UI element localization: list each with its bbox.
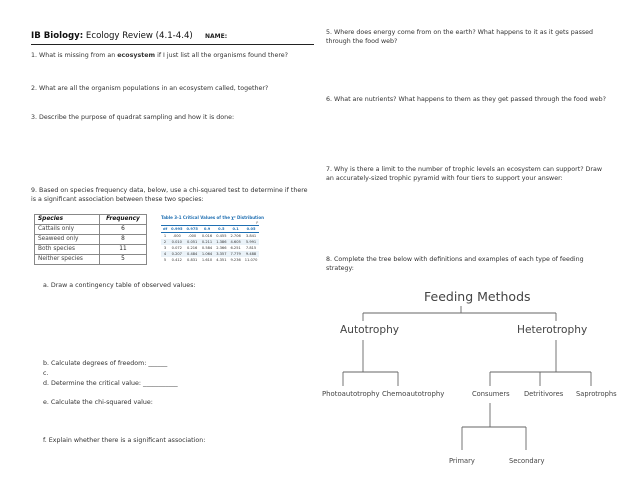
title-topic: Ecology Review (4.1-4.4) — [83, 31, 193, 41]
tree-node-photoautotrophy: Photoautotrophy — [322, 390, 380, 398]
subpart-b: b. Calculate degrees of freedom: ______ — [43, 360, 168, 367]
title-course: IB Biology: — [31, 31, 84, 41]
question-1: 1. What is missing from an ecosystem if I just list all the organisms found there? — [31, 52, 289, 59]
table-header-frequency: Frequency — [100, 215, 147, 225]
subpart-a: a. Draw a contingency table of observed values: — [43, 282, 196, 289]
chi-table-row: 3 0.072 0.216 0.584 2.366 6.251 7.815 — [163, 246, 257, 250]
tree-node-primary: Primary — [449, 457, 475, 465]
chi-table-header: df 0.995 0.975 0.9 0.5 0.1 0.05 — [161, 226, 259, 233]
tree-node-autotrophy: Autotrophy — [340, 324, 400, 336]
subpart-d: d. Determine the critical value: ___________ — [43, 380, 178, 387]
chi-table-p-label: P — [256, 221, 259, 225]
table-header-species: Species — [35, 215, 100, 225]
table-row: Seaweed only 8 — [35, 235, 147, 245]
question-6: 6. What are nutrients? What happens to them as they get passed through the food web? — [326, 96, 607, 103]
tree-node-detritivores: Detritivores — [524, 390, 564, 398]
chi-table-row: 4 0.207 0.484 1.064 3.357 7.779 9.488 — [161, 251, 259, 257]
chi-table-caption: Table 3-1 Critical Values of the χ² Distribution — [161, 215, 264, 220]
chi-table-row: 1 .000 .000 0.016 0.455 2.706 3.841 — [163, 234, 257, 238]
tree-node-heterotrophy: Heterotrophy — [517, 324, 588, 336]
tree-node-chemoautotrophy: Chemoautotrophy — [382, 390, 445, 398]
question-8: 8. Complete the tree below with definitions and examples of each type of feeding strategy: — [326, 256, 584, 272]
table-row: Both species 11 — [35, 245, 147, 255]
question-3: 3. Describe the purpose of quadrat sampling and how it is done: — [31, 114, 235, 121]
subpart-f: f. Explain whether there is a significant association: — [43, 437, 206, 444]
table-row: Neither species 5 — [35, 255, 147, 265]
question-7: 7. Why is there a limit to the number of trophic levels an ecosystem can support? Draw an accurately-sized trophic pyramid with four tiers to support your answer: — [326, 166, 602, 182]
tree-node-saprotrophs: Saprotrophs — [576, 390, 617, 398]
name-label: NAME: — [205, 33, 228, 40]
question-9: 9. Based on species frequency data, below, use a chi-squared test to determine if there is a significant association between these two species: — [31, 187, 308, 203]
chi-table-row: 5 0.412 0.831 1.610 4.351 9.236 11.070 — [163, 258, 258, 262]
subpart-e: e. Calculate the chi-squared value: — [43, 399, 153, 406]
tree-node-secondary: Secondary — [509, 457, 545, 465]
tree-root-feeding-methods: Feeding Methods — [424, 289, 531, 304]
subpart-c: c. — [43, 370, 49, 377]
question-2: 2. What are all the organism populations in an ecosystem called, together? — [31, 85, 269, 92]
chi-table-row: 2 0.010 0.051 0.211 1.386 4.605 5.991 — [161, 239, 259, 245]
tree-node-consumers: Consumers — [472, 390, 510, 398]
question-5: 5. Where does energy come from on the earth? What happens to it as it gets passed through the food web? — [326, 29, 594, 45]
table-row: Cattails only 6 — [35, 225, 147, 235]
q1-bold-word: ecosystem — [117, 52, 156, 59]
